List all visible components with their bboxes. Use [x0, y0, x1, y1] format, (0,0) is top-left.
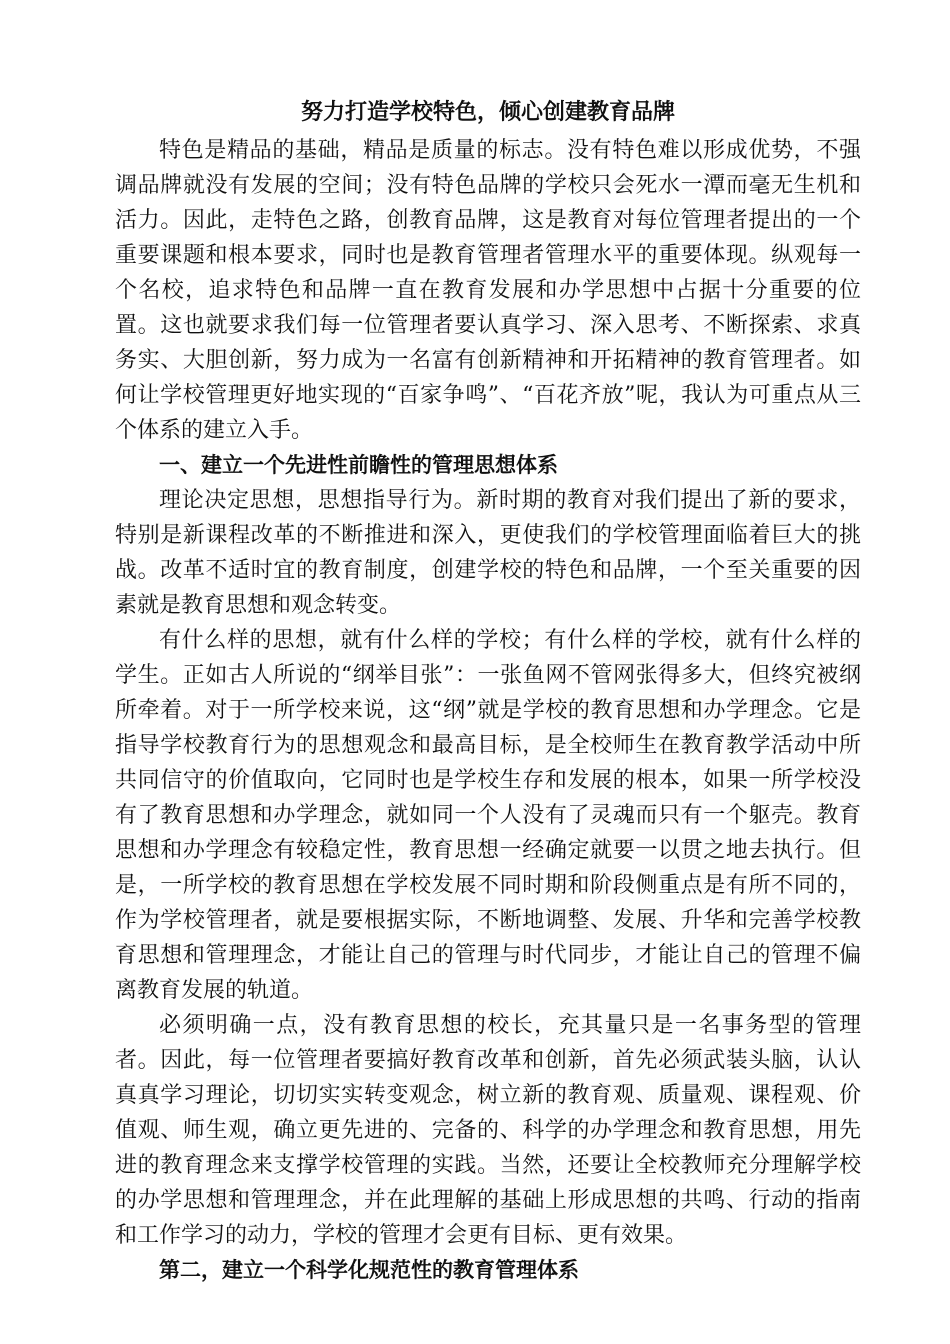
- body-paragraph-1: 理论决定思想，思想指导行为。新时期的教育对我们提出了新的要求，特别是新课程改革的不断推进和深入，更使我们的学校管理面临着巨大的挑战。改革不适时宜的教育制度，创建学校的特色和品牌，一个至关重要的因素就是教育思想和观念转变。: [115, 488, 861, 618]
- body-paragraph-2: 有什么样的思想，就有什么样的学校；有什么样的学校，就有什么样的学生。正如古人所说的“纲举目张”：一张鱼网不管网张得多大，但终究被纲所牵着。对于一所学校来说，这“纲”就是学校的教育思想和办学理念。它是指导学校教育行为的思想观念和最高目标，是全校师生在教育教学活动中所共同信守的价值取向，它同时也是学校生存和发展的根本，如果一所学校没有了教育思想和办学理念，就如同一个人没有了灵魂而只有一个躯壳。教育思想和办学理念有较稳定性，教育思想一经确定就要一以贯之地去执行。但是，一所学校的教育思想在学校发展不同时期和阶段侧重点是有所不同的，作为学校管理者，就是要根据实际，不断地调整、发展、升华和完善学校教育思想和管理理念，才能让自己的管理与时代同步，才能让自己的管理不偏离教育发展的轨道。: [115, 628, 861, 1003]
- section-heading-2: 第二，建立一个科学化规范性的教育管理体系: [159, 1258, 579, 1282]
- document-page: [115, 96, 861, 1288]
- document-title: 努力打造学校特色，倾心创建教育品牌: [300, 100, 675, 125]
- intro-paragraph: 特色是精品的基础，精品是质量的标志。没有特色难以形成优势，不强调品牌就没有发展的空间；没有特色品牌的学校只会死水一潭而毫无生机和活力。因此，走特色之路，创教育品牌，这是教育对每位管理者提出的一个重要课题和根本要求，同时也是教育管理者管理水平的重要体现。纵观每一个名校，追求特色和品牌一直在教育发展和办学思想中占据十分重要的位置。这也就要求我们每一位管理者要认真学习、深入思考、不断探索、求真务实、大胆创新，努力成为一名富有创新精神和开拓精神的教育管理者。如何让学校管理更好地实现的“百家争鸣”、“百花齐放”呢，我认为可重点从三个体系的建立入手。: [115, 138, 861, 443]
- body-paragraph-3: 必须明确一点，没有教育思想的校长，充其量只是一名事务型的管理者。因此，每一位管理者要搞好教育改革和创新，首先必须武装头脑，认认真真学习理论，切切实实转变观念，树立新的教育观、质量观、课程观、价值观、师生观，确立更先进的、完备的、科学的办学理念和教育思想，用先进的教育理念来支撑学校管理的实践。当然，还要让全校教师充分理解学校的办学思想和管理理念，并在此理解的基础上形成思想的共鸣、行动的指南和工作学习的动力，学校的管理才会更有目标、更有效果。: [115, 1013, 861, 1248]
- section-heading-1: 一、建立一个先进性前瞻性的管理思想体系: [159, 453, 558, 477]
